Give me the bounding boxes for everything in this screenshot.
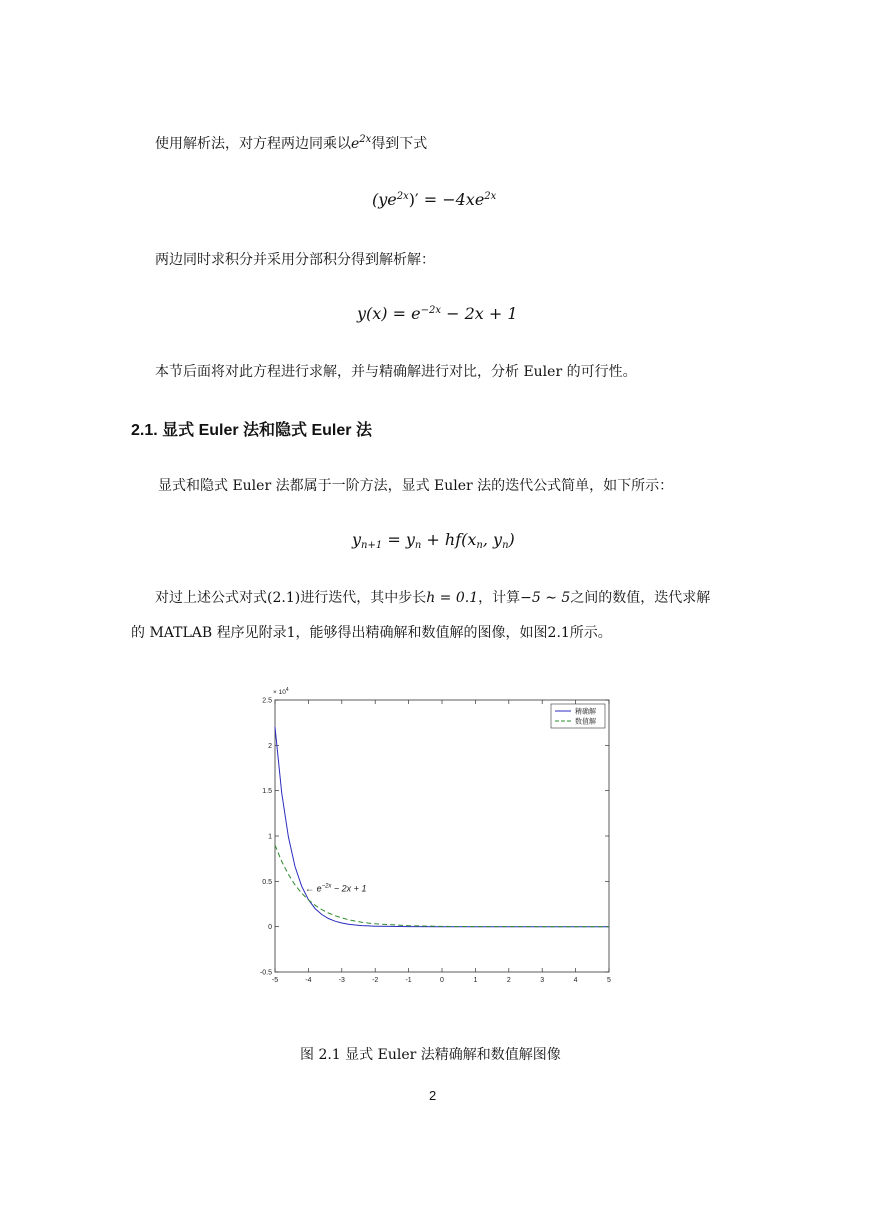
eq1-rhs-exponent: 2x [484, 191, 497, 202]
equation-reference-link[interactable]: (2.1) [267, 590, 301, 606]
x-tick-label: 0 [440, 977, 444, 984]
x-tick-label: 1 [473, 977, 478, 984]
eq1-rhs: −4xe [442, 190, 485, 209]
eq3-sub-n-2: n [476, 540, 483, 551]
section-heading: 2.1. 显式 Euler 法和隐式 Euler 法 [131, 422, 372, 439]
x-tick-label: 3 [540, 977, 545, 984]
p5-text-c: ，计算 [478, 590, 521, 606]
step-size-math: h = 0.1 [426, 590, 479, 606]
page-number: 2 [429, 1088, 437, 1103]
p5-text-a: 对过上述公式对式 [155, 590, 267, 606]
x-tick-label: 4 [573, 977, 578, 984]
p5-text-b: 进行迭代，其中步长 [300, 590, 427, 606]
equation-analytic-solution [357, 304, 518, 323]
legend-label: 数值解 [575, 718, 596, 726]
eq3-eq: = y [382, 530, 415, 549]
y-tick-label: 2 [268, 742, 272, 750]
eq2-rest: − 2x + 1 [440, 304, 518, 323]
eq1-lhs: (ye [372, 190, 397, 209]
figure-reference-link[interactable]: 2.1 [547, 625, 570, 641]
x-tick-label: -1 [405, 977, 412, 984]
x-tick-label: 5 [607, 977, 611, 984]
y-tick-label: -0.5 [259, 969, 272, 977]
p5-text-d: 之间的数值，迭代求解 [570, 590, 711, 606]
x-tick-label: 2 [506, 977, 511, 984]
x-tick-label: -2 [372, 977, 379, 984]
y-tick-label: 0.5 [262, 878, 272, 886]
plot-area-frame [275, 700, 609, 972]
eq3-y: y [352, 530, 362, 549]
paragraph-intro [155, 133, 427, 153]
p1-text-after: 得到下式 [371, 136, 428, 152]
y-tick-label: 2.5 [262, 697, 272, 705]
x-tick-label: -5 [271, 977, 279, 984]
x-tick-label: -3 [338, 977, 345, 984]
eq3-comma: , y [482, 530, 503, 549]
paragraph-iteration-line1 [155, 587, 710, 607]
paragraph-iteration-line2 [131, 622, 612, 642]
y-axis-multiplier: × $10^4$ [273, 687, 289, 696]
paragraph-euler-description: 显式和隐式 Euler 法都属于一阶方法，显式 Euler 法的迭代公式简单，如下所示： [158, 478, 674, 494]
y-tick-label: 1 [268, 833, 272, 841]
eq2-lhs: y(x) = e [357, 304, 421, 323]
factor-math: $e^{2x}$ [351, 134, 372, 152]
curve-annotation: ← $e^{-2x} - 2x + 1$ [305, 883, 367, 894]
x-tick-label: -4 [305, 977, 312, 984]
eq2-exponent: −2x [420, 305, 441, 316]
figure-caption: 图 2.1 显式 Euler 法精确解和数值解图像 [300, 1047, 561, 1063]
paragraph-integrate: 两边同时求积分并采用分部积分得到解析解： [155, 252, 435, 268]
eq1-lhs-exponent: 2x [396, 191, 409, 202]
eq3-sub-n-3: n [502, 540, 509, 551]
p1-text-before: 使用解析法，对方程两边同乘以 [155, 136, 351, 152]
eq3-sub-n: n [414, 540, 422, 551]
y-tick-label: 0 [268, 924, 272, 932]
equation-euler-iteration [352, 530, 515, 549]
range-math: −5 ∼ 5 [520, 590, 571, 606]
y-tick-label: 1.5 [262, 788, 272, 796]
legend-label: 精确解 [575, 708, 596, 716]
paragraph-plan: 本节后面将对此方程进行求解，并与精确解进行对比，分析 Euler 的可行性。 [155, 364, 637, 380]
figure-euler-plot [255, 682, 625, 987]
p5-line2-end: 所示。 [569, 625, 612, 641]
factor-exponent: 2x [359, 134, 372, 145]
eq3-close: ) [508, 530, 515, 549]
eq3-plus: + hf(x [421, 530, 477, 549]
equation-derivative: $(ye^{2x})' = -4xe^{2x}$ [372, 190, 497, 209]
p5-line2-text: 的 MATLAB 程序见附录1，能够得出精确解和数值解的图像，如图 [131, 625, 548, 641]
eq3-sub-n1: n+1 [361, 540, 383, 551]
